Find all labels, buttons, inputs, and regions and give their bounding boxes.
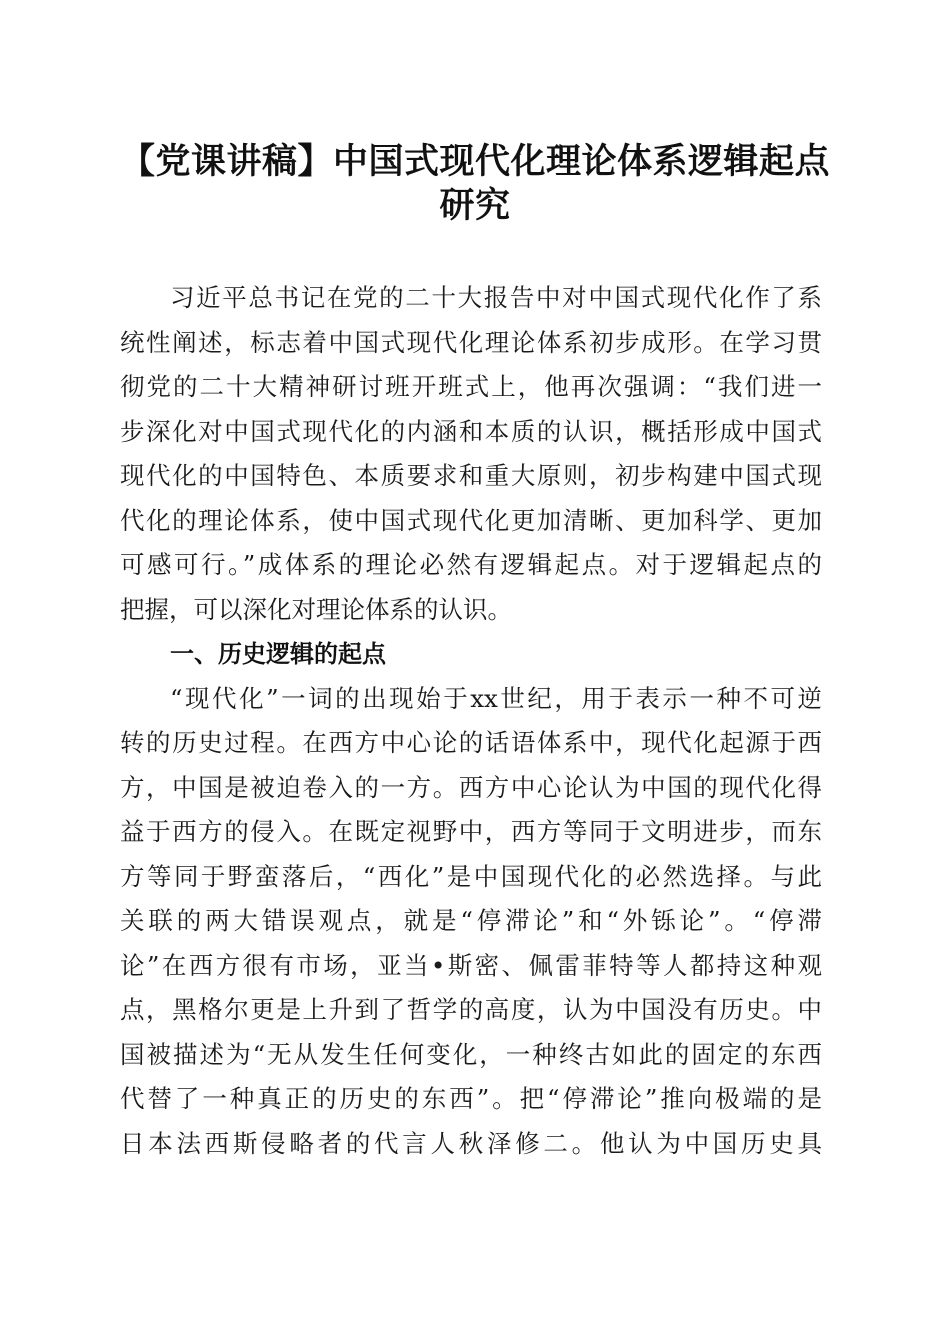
document-title-line-1: 【党课讲稿】中国式现代化理论体系逻辑起点 xyxy=(119,142,830,182)
paragraph-line: 步深化对中国式现代化的内涵和本质的认识，概括形成中国式 xyxy=(120,417,822,446)
paragraph-line: 现代化的中国特色、本质要求和重大原则，初步构建中国式现 xyxy=(120,461,822,490)
paragraph-line: 点，黑格尔更是上升到了哲学的高度，认为中国没有历史。中 xyxy=(120,995,822,1024)
paragraph-line: 转的历史过程。在西方中心论的话语体系中，现代化起源于西 xyxy=(120,728,822,757)
paragraph-line: 可感可行。”成体系的理论必然有逻辑起点。对于逻辑起点的 xyxy=(120,550,822,579)
paragraph-line: 日本法西斯侵略者的代言人秋泽修二。他认为中国历史具 xyxy=(120,1129,822,1158)
document-title-line-2: 研究 xyxy=(439,186,511,226)
paragraph-line: 论”在西方很有市场，亚当•斯密、佩雷菲特等人都持这种观 xyxy=(120,951,822,980)
paragraph-line: 习近平总书记在党的二十大报告中对中国式现代化作了系 xyxy=(170,283,822,312)
paragraph-line: 把握，可以深化对理论体系的认识。 xyxy=(120,595,512,624)
paragraph-line: 方，中国是被迫卷入的一方。西方中心论认为中国的现代化得 xyxy=(120,773,822,802)
paragraph-line: “现代化”一词的出现始于xx世纪，用于表示一种不可逆 xyxy=(170,684,822,713)
paragraph-line: 益于西方的侵入。在既定视野中，西方等同于文明进步，而东 xyxy=(120,817,822,846)
paragraph-line: 国被描述为“无从发生任何变化，一种终古如此的固定的东西 xyxy=(120,1040,822,1069)
section-heading: 一、历史逻辑的起点 xyxy=(170,640,386,668)
paragraph-line: 代化的理论体系，使中国式现代化更加清晰、更加科学、更加 xyxy=(120,506,822,535)
paragraph-line: 代替了一种真正的历史的东西”。把“停滞论”推向极端的是 xyxy=(120,1084,822,1113)
paragraph-line: 方等同于野蛮落后，“西化”是中国现代化的必然选择。与此 xyxy=(120,862,822,891)
paragraph-line: 统性阐述，标志着中国式现代化理论体系初步成形。在学习贯 xyxy=(120,328,822,357)
paragraph-line: 关联的两大错误观点，就是“停滞论”和“外铄论”。“停滞 xyxy=(120,906,822,935)
paragraph-line: 彻党的二十大精神研讨班开班式上，他再次强调：“我们进一 xyxy=(120,372,822,401)
